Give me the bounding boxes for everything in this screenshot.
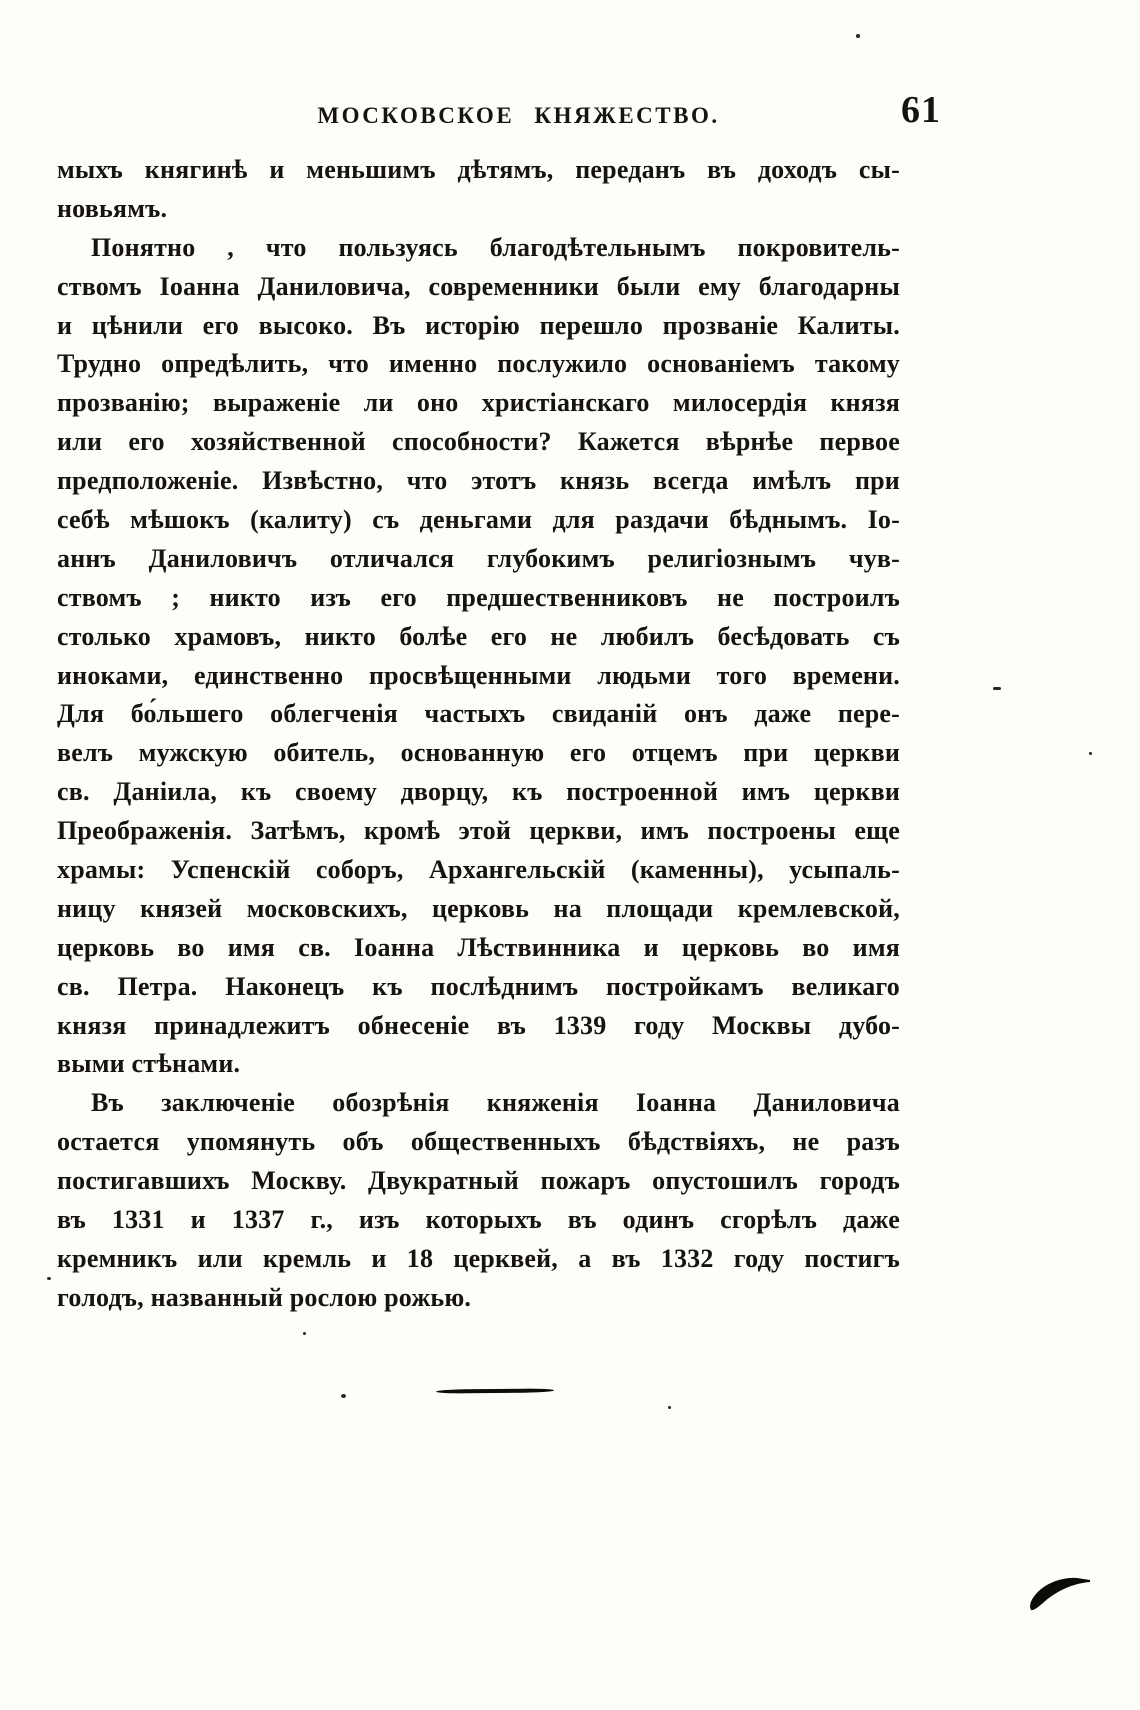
- text-line: Для бо́льшего облегченія частыхъ свиданій онъ даже пере-: [57, 699, 900, 729]
- text-line: въ 1331 и 1337 г., изъ которыхъ въ одинъ сгорѣлъ даже: [57, 1205, 900, 1235]
- text-line: остается упомянуть объ общественныхъ бѣдствіяхъ, не разъ: [57, 1127, 900, 1157]
- scan-speck: [1089, 752, 1092, 755]
- text-line: храмы: Успенскій соборъ, Архангельскій (каменны), усыпаль-: [57, 855, 900, 885]
- text-line: новьямъ.: [57, 193, 168, 223]
- scan-speck: [668, 1406, 671, 1409]
- text-line: или его хозяйственной способности? Кажется вѣрнѣе первое: [57, 427, 900, 457]
- text-line: велъ мужскую обитель, основанную его отцемъ при церкви: [57, 738, 900, 768]
- text-line: и цѣнили его высоко. Въ исторію перешло прозваніе Калиты.: [57, 310, 900, 340]
- scan-speck: [993, 687, 1001, 690]
- text-line: мыхъ княгинѣ и меньшимъ дѣтямъ, переданъ въ доходъ сы-: [57, 155, 900, 184]
- text-line: ствомъ Іоанна Даниловича, современники были ему благодарны: [57, 271, 900, 301]
- text-line: голодъ, названный рослою рожью.: [57, 1282, 472, 1312]
- text-line: Въ заключеніе обозрѣнія княженія Іоанна Даниловича: [91, 1088, 900, 1118]
- text-line: кремникъ или кремль и 18 церквей, а въ 1332 году постигъ: [57, 1243, 900, 1273]
- text-line: ствомъ ; никто изъ его предшественниковъ не построилъ: [57, 582, 900, 612]
- text-line: князя принадлежитъ обнесеніе въ 1339 году Москвы дубо-: [57, 1010, 900, 1040]
- scan-speck: [303, 1332, 306, 1335]
- scan-speck: [47, 1277, 51, 1280]
- section-divider-rule: [436, 1388, 554, 1393]
- text-line: прозванію; выраженіе ли оно христіанскаго милосердія князя: [57, 388, 900, 418]
- text-line: иноками, единственно просвѣщенными людьми того времени.: [57, 660, 900, 690]
- scan-speck: [341, 1394, 346, 1398]
- text-line: Понятно , что пользуясь благодѣтельнымъ покровитель-: [91, 232, 900, 262]
- text-line: предположеніе. Извѣстно, что этотъ князь всегда имѣлъ при: [57, 466, 900, 496]
- body-text: [57, 151, 900, 1318]
- text-line: столько храмовъ, никто болѣе его не любилъ бесѣдовать съ: [57, 621, 900, 651]
- running-head-title: МОСКОВСКОЕ КНЯЖЕСТВО.: [317, 103, 720, 128]
- text-line: св. Даніила, къ своему дворцу, къ построенной имъ церкви: [57, 777, 900, 807]
- text-line: себѣ мѣшокъ (калиту) съ деньгами для раздачи бѣднымъ. Іо-: [57, 505, 900, 535]
- text-line: церковь во имя св. Іоанна Лѣствинника и церковь во имя: [57, 932, 900, 962]
- text-line: ницу князей московскихъ, церковь на площади кремлевской,: [57, 893, 900, 923]
- text-line: св. Петра. Наконецъ къ послѣднимъ постройкамъ великаго: [57, 971, 900, 1001]
- ink-smudge: [1027, 1576, 1093, 1612]
- scan-speck: [856, 34, 860, 38]
- text-line: постигавшихъ Москву. Двукратный пожаръ опустошилъ городъ: [57, 1166, 900, 1196]
- text-line: выми стѣнами.: [57, 1049, 241, 1079]
- text-line: Преображенія. Затѣмъ, кромѣ этой церкви, имъ построены еще: [57, 816, 900, 846]
- page-number: 61: [901, 89, 941, 131]
- text-line: аннъ Даниловичъ отличался глубокимъ религіознымъ чув-: [57, 543, 900, 573]
- text-line: Трудно опредѣлить, что именно послужило основаніемъ такому: [57, 349, 900, 379]
